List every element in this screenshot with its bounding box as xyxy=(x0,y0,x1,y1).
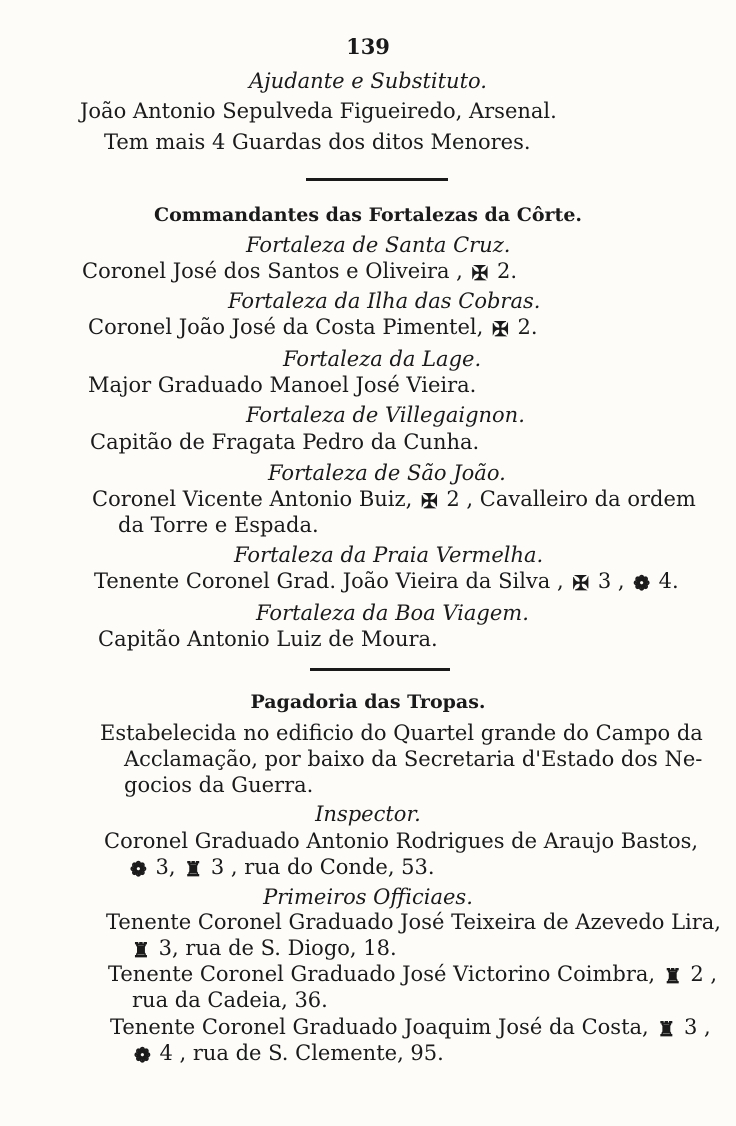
divider xyxy=(306,178,448,181)
cross-icon: ✠ xyxy=(420,489,438,513)
text-line: ♜ 3, rua de S. Diogo, 18. xyxy=(132,936,397,962)
text-line: Acclamação, por baixo da Secretaria d'Estado dos Ne- xyxy=(124,747,703,771)
text-line: Coronel José dos Santos e Oliveira , ✠ 2. xyxy=(82,259,518,285)
text-line: João Antonio Sepulveda Figueiredo, Arsenal. xyxy=(80,99,557,123)
text-line: Major Graduado Manoel José Vieira. xyxy=(88,373,477,397)
text-line: da Torre e Espada. xyxy=(118,513,319,537)
ajudante-heading: Ajudante e Substituto. xyxy=(249,69,487,93)
officers-heading: Primeiros Officiaes. xyxy=(263,885,473,909)
rose-icon: ❁ xyxy=(633,571,650,595)
inspector-heading: Inspector. xyxy=(315,802,421,826)
text-line: gocios da Guerra. xyxy=(124,773,314,797)
section-title: Pagadoria das Tropas. xyxy=(250,691,486,713)
text-line: Tem mais 4 Guardas dos ditos Menores. xyxy=(104,130,531,154)
text-line: Tenente Coronel Grad. João Vieira da Silva , ✠ 3 , ❁ 4. xyxy=(94,569,679,595)
text-line: Coronel João José da Costa Pimentel, ✠ 2. xyxy=(88,315,538,341)
text-line: Capitão de Fragata Pedro da Cunha. xyxy=(90,430,480,454)
fortress-heading: Fortaleza da Boa Viagem. xyxy=(256,601,529,625)
fortress-heading: Fortaleza de Santa Cruz. xyxy=(246,233,511,257)
tower-icon: ♜ xyxy=(657,1017,676,1041)
fortress-heading: Fortaleza da Lage. xyxy=(283,347,482,371)
fortress-heading: Fortaleza de Villegaignon. xyxy=(246,403,525,427)
rose-icon: ❁ xyxy=(134,1043,151,1067)
text-line: Coronel Vicente Antonio Buiz, ✠ 2 , Cavalleiro da ordem xyxy=(92,487,696,513)
text-line: Tenente Coronel Graduado Joaquim José da Costa, ♜ 3 , xyxy=(110,1015,711,1041)
text-line: Capitão Antonio Luiz de Moura. xyxy=(98,627,438,651)
text-line: Coronel Graduado Antonio Rodrigues de Araujo Bastos, xyxy=(104,829,699,853)
fortress-heading: Fortaleza de São João. xyxy=(268,461,506,485)
text-line: Estabelecida no edificio do Quartel grande do Campo da xyxy=(100,721,703,745)
cross-icon: ✠ xyxy=(492,317,509,341)
cross-icon: ✠ xyxy=(471,261,489,285)
divider xyxy=(310,668,450,671)
section-title: Commandantes das Fortalezas da Côrte. xyxy=(153,204,583,226)
rose-icon: ❁ xyxy=(130,857,147,881)
tower-icon: ♜ xyxy=(663,964,682,988)
text-line: Tenente Coronel Graduado José Victorino Coimbra, ♜ 2 , xyxy=(108,962,718,988)
text-line: ❁ 3, ♜ 3 , rua do Conde, 53. xyxy=(130,855,435,881)
text-line: Tenente Coronel Graduado José Teixeira de Azevedo Lira, xyxy=(106,910,721,934)
text-line: rua da Cadeia, 36. xyxy=(132,988,328,1012)
cross-icon: ✠ xyxy=(572,571,590,595)
fortress-heading: Fortaleza da Praia Vermelha. xyxy=(234,543,544,567)
tower-icon: ♜ xyxy=(184,857,203,881)
text-line: ❁ 4 , rua de S. Clemente, 95. xyxy=(134,1041,444,1067)
page-number: 139 xyxy=(346,34,390,59)
fortress-heading: Fortaleza da Ilha das Cobras. xyxy=(228,289,541,313)
tower-icon: ♜ xyxy=(132,938,150,962)
